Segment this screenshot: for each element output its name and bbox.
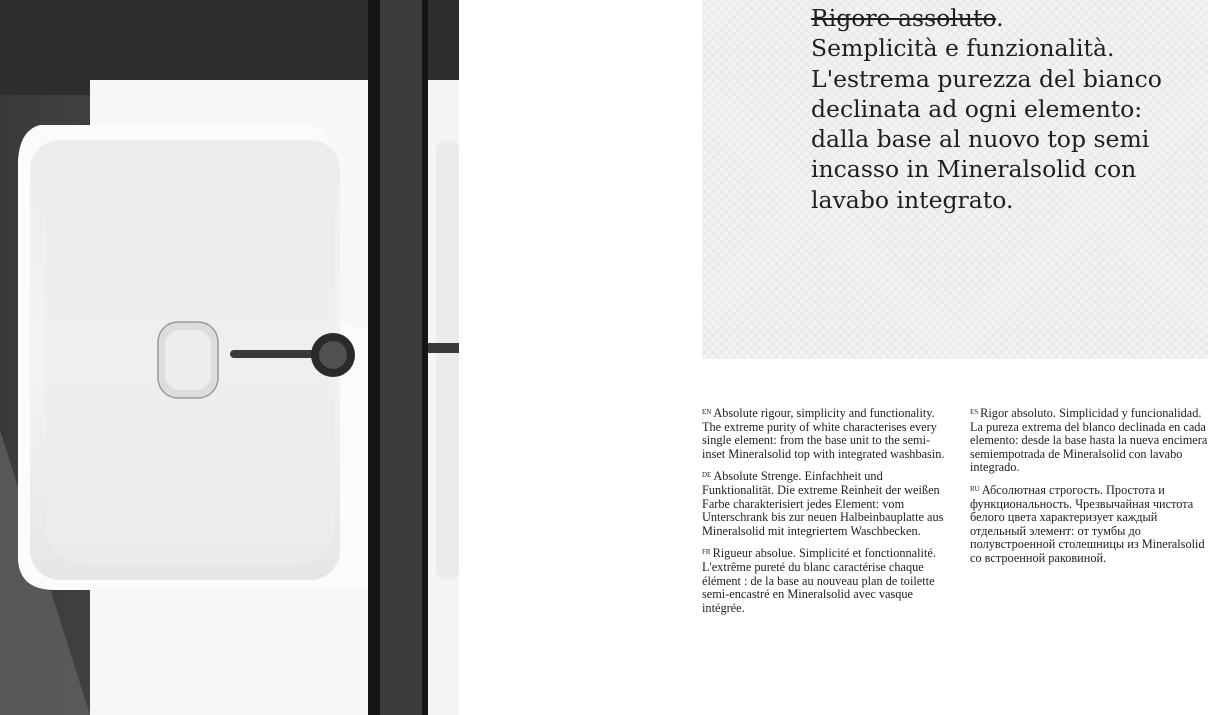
headline-struck-title: Rigore assoluto: [811, 4, 997, 32]
headline-punct: .: [996, 4, 1004, 32]
translations-right-column: [970, 406, 1210, 574]
text-ru: Абсолютная строгость. Простота и функциональность. Чрезвычайная чистота белого цвета характеризует каждый отдельный элемент: от тумбы до полувстроенной столешницы из Mineralsolid со встроенной раковиной.: [970, 482, 1205, 565]
text-de: Absolute Strenge. Einfachheit und Funktionalität. Die extreme Reinheit der weißen Farbe charakterisiert jedes Element: vom Unterschrank bis zur neuen Halbeinbauplatte aus Mineralsolid mit integriertem Waschbecken.: [702, 469, 944, 538]
text-en: Absolute rigour, simplicity and functionality. The extreme purity of white characterises every single element: from the base unit to the semi-inset Mineralsolid top with integrated washbasin.: [702, 406, 945, 461]
paragraph-es: [970, 406, 1210, 475]
text-fr: Rigueur absolue. Simplicité et fonctionnalité. L'extrême pureté du blanc caractérise chaque élément : de la base au nouveau plan de toilette semi-encastré en Mineralsolid avec vasque intégrée.: [702, 546, 936, 615]
text-es: Rigor absoluto. Simplicidad y funcionalidad. La pureza extrema del blanco declinada en cada elemento: desde la base hasta la nueva encimera semiempotrada de Mineralsolid con lavabo integrado.: [970, 406, 1208, 475]
lang-code-ru: RU: [970, 484, 980, 493]
lang-code-de: DE: [702, 471, 712, 480]
paragraph-ru: [970, 483, 1210, 566]
paragraph-de: [702, 469, 952, 538]
paragraph-fr: [702, 546, 952, 615]
lang-code-es: ES: [970, 408, 979, 416]
headline-body: Semplicità e funzionalità. L'estrema purezza del bianco declinata ad ogni elemento: dalla base al nuovo top semi incasso in Mineralsolid con lavabo integrato.: [811, 34, 1162, 214]
lang-code-fr: FR: [702, 548, 711, 557]
translations-left-column: [702, 406, 952, 623]
product-photo: [0, 0, 459, 715]
headline: [811, 3, 1206, 215]
paragraph-en: [702, 406, 952, 461]
lang-code-en: EN: [702, 408, 712, 416]
